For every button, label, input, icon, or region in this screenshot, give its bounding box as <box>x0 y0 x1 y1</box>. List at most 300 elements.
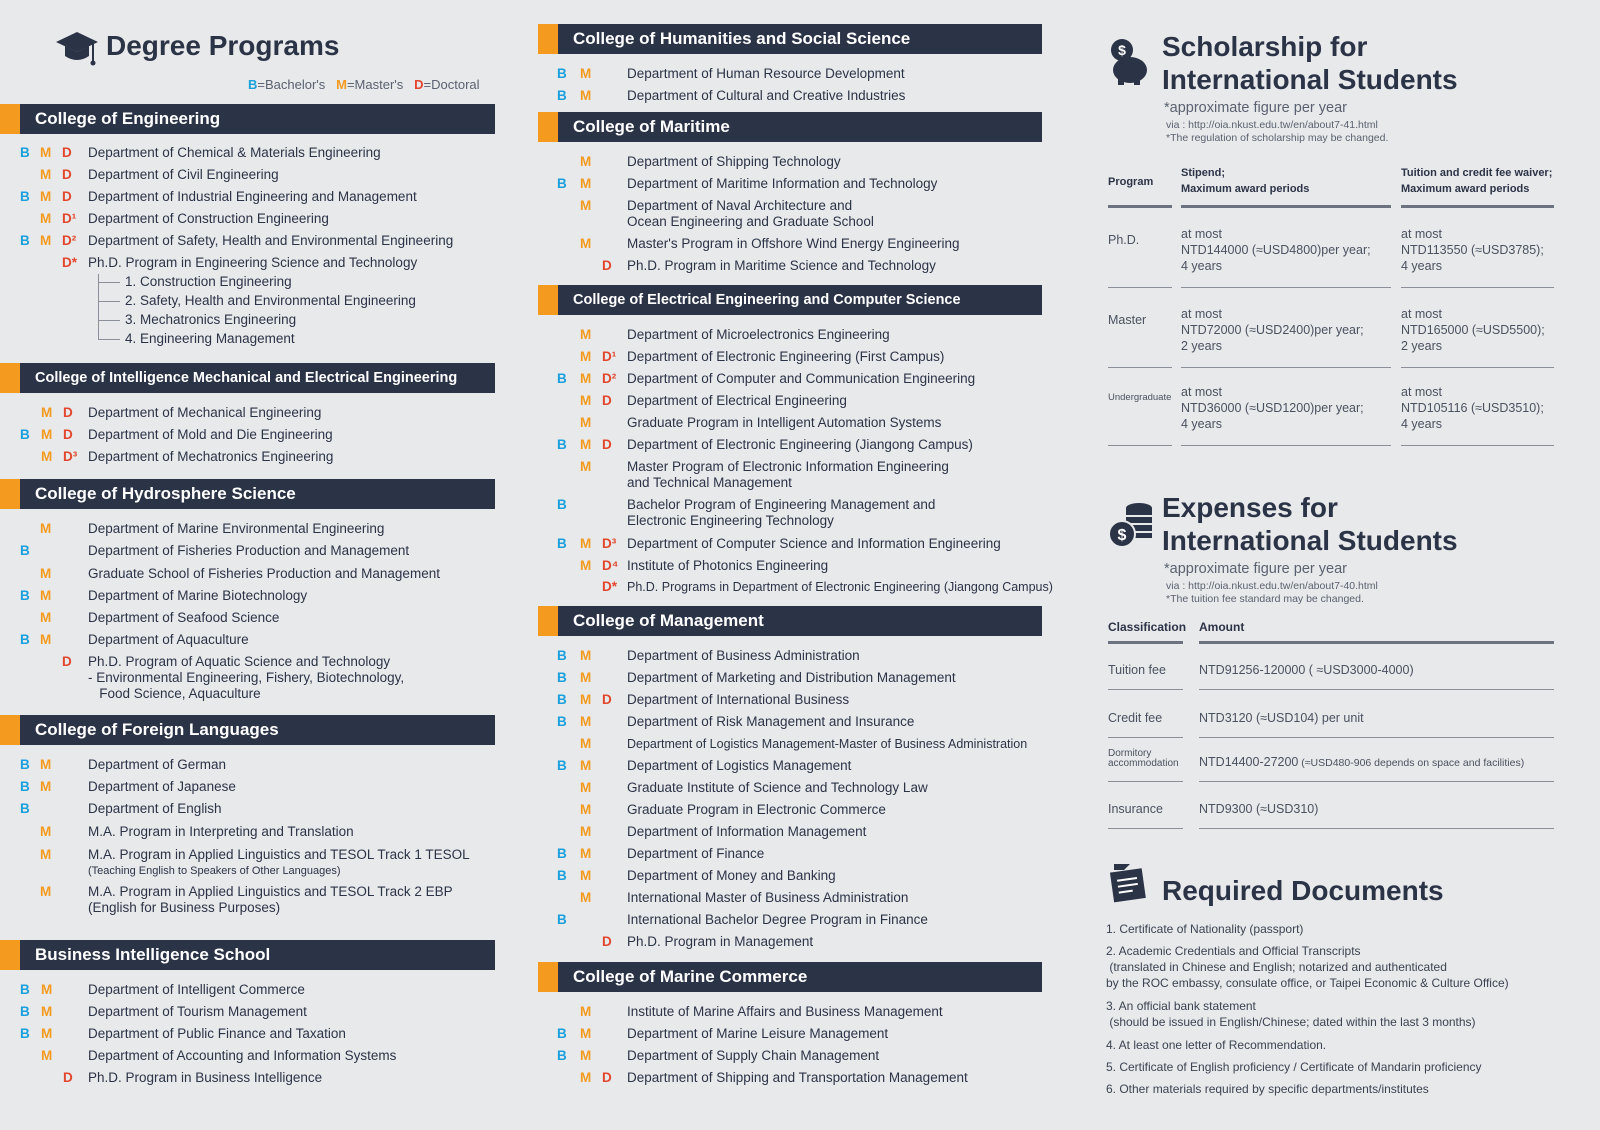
program-row[interactable] <box>0 176 1100 196</box>
program-name <box>627 1004 943 1020</box>
master-code: M <box>40 610 52 625</box>
program-row[interactable] <box>0 258 1100 278</box>
program-name-line: Department of Accounting and Information Systems <box>88 1048 397 1063</box>
orange-accent <box>538 112 558 142</box>
program-name-line: International Bachelor Degree Program in Finance <box>627 912 928 927</box>
master-code: M <box>580 393 592 408</box>
program-row[interactable] <box>0 802 1100 822</box>
divider <box>1108 205 1172 208</box>
program-row[interactable] <box>0 437 1100 457</box>
document-item <box>1106 921 1303 937</box>
program-name-line: M.A. Program in Interpreting and Translation <box>88 824 354 839</box>
cell-line: 4 years <box>1401 259 1442 273</box>
document-line: by the ROC embassy, consulate office, or Taipei Economic & Culture Office) <box>1106 976 1509 990</box>
bachelor-code: B <box>20 1026 30 1041</box>
master-code: M <box>40 233 52 248</box>
svg-text:$: $ <box>1118 42 1126 58</box>
document-item <box>1106 1037 1326 1053</box>
program-name-line: Department of Aquaculture <box>88 632 249 647</box>
bachelor-code: B <box>20 145 30 160</box>
program-name <box>627 88 905 104</box>
expense-amount <box>1199 710 1364 726</box>
program-name-line: Department of Finance <box>627 846 765 861</box>
master-code: M <box>41 982 53 997</box>
subprogram-item: 3. Mechatronics Engineering <box>125 312 297 327</box>
master-code: M <box>40 145 52 160</box>
bachelor-code: B <box>20 1004 30 1019</box>
program-name-line: Department of Intelligent Commerce <box>88 982 305 997</box>
program-name-line: Department of Shipping Technology <box>627 154 841 169</box>
college-title: College of Management <box>573 611 764 630</box>
program-row[interactable] <box>0 1070 1100 1090</box>
program-name <box>627 327 890 343</box>
program-name-line: Department of Human Resource Development <box>627 66 905 81</box>
bachelor-code: B <box>20 982 30 997</box>
program-name-line: Department of Computer Science and Information Engineering <box>627 536 1001 551</box>
program-name-line: Department of Computer and Communication Engineering <box>627 371 976 386</box>
divider <box>1108 689 1183 690</box>
program-name <box>627 558 828 574</box>
master-code: M <box>580 670 592 685</box>
document-line: (should be issued in English/Chinese; dated within the last 3 months) <box>1106 1015 1476 1029</box>
program-name-line: Graduate Program in Intelligent Automation Systems <box>627 415 942 430</box>
bachelor-code: B <box>557 692 567 707</box>
tree-branch <box>98 282 120 283</box>
cell-line: 2 years <box>1181 339 1222 353</box>
bachelor-code: B <box>20 757 30 772</box>
expenses-title <box>1162 491 1458 557</box>
master-code: M <box>40 884 52 899</box>
scholarship-stipend <box>1181 226 1371 274</box>
program-name-line: and Technical Management <box>627 475 792 490</box>
doctoral-code: D <box>602 692 612 707</box>
master-code: M <box>40 167 52 182</box>
divider <box>1181 287 1391 288</box>
program-name <box>627 692 849 708</box>
program-name-line: Department of Electronic Engineering (First Campus) <box>627 349 945 364</box>
college-header-bar <box>538 24 1042 54</box>
program-name <box>627 714 914 730</box>
program-name-line: Ph.D. Programs in Department of Electronic Engineering (Jiangong Campus) <box>627 580 1053 594</box>
master-code: M <box>580 736 592 751</box>
cell-line: at most <box>1181 307 1222 321</box>
doctoral-code: D* <box>62 255 78 270</box>
program-name-line: Department of Tourism Management <box>88 1004 307 1019</box>
program-name-line: Food Science, Aquaculture <box>88 686 261 701</box>
master-code: M <box>40 757 52 772</box>
program-row[interactable] <box>0 1004 1100 1024</box>
program-name-line: Department of Chemical & Materials Engineering <box>88 145 381 160</box>
college-title: College of Foreign Languages <box>35 720 279 739</box>
divider <box>1199 781 1554 782</box>
legend-text: =Master's <box>346 77 404 92</box>
tree-branch <box>98 320 120 321</box>
program-row[interactable] <box>0 780 1100 800</box>
orange-accent <box>538 962 558 992</box>
program-row[interactable] <box>0 497 1100 528</box>
master-code: M <box>40 847 52 862</box>
orange-accent <box>538 24 558 54</box>
cell-line: NTD105116 (≈USD3510); <box>1401 401 1544 415</box>
expenses-title-line: International Students <box>1162 525 1458 556</box>
program-name-line: Department of International Business <box>627 692 850 707</box>
program-name-line: Department of English <box>88 801 222 816</box>
cell-line: at most <box>1181 227 1222 241</box>
program-row[interactable] <box>0 670 1100 690</box>
doctoral-code: D¹ <box>62 211 77 226</box>
program-name <box>627 1070 968 1086</box>
expenses-title-line: Expenses for <box>1162 492 1338 523</box>
scholarship-header-program: Program <box>1108 176 1154 188</box>
tree-branch <box>98 301 120 302</box>
master-code: M <box>40 632 52 647</box>
college-title: College of Marine Commerce <box>573 967 808 986</box>
doctoral-code: D² <box>62 233 77 248</box>
master-code: M <box>41 1048 53 1063</box>
program-row[interactable] <box>0 1026 1100 1046</box>
program-name-line: Department of Business Administration <box>627 648 860 663</box>
divider <box>1108 641 1183 644</box>
program-name-line: - Environmental Engineering, Fishery, Biotechnology, <box>88 670 405 685</box>
program-name <box>627 1026 888 1042</box>
master-code: M <box>40 521 52 536</box>
master-code: M <box>580 349 592 364</box>
master-code: M <box>580 459 592 474</box>
college-header-bar <box>0 104 495 134</box>
program-row[interactable] <box>0 415 1100 435</box>
expense-amount-value: NTD91256-120000 ( ≈USD3000-4000) <box>1199 663 1414 677</box>
expenses-note: *approximate figure per year <box>1164 561 1347 577</box>
divider <box>1401 445 1554 446</box>
master-code: M <box>40 566 52 581</box>
doctoral-code: D³ <box>602 536 617 551</box>
doctoral-code: D <box>62 145 72 160</box>
expense-amount <box>1199 801 1318 817</box>
program-name <box>627 648 860 664</box>
expenses-header-classification: Classification <box>1108 620 1187 634</box>
bachelor-code: B <box>20 189 30 204</box>
program-name-line: Department of Marketing and Distribution Management <box>627 670 956 685</box>
program-row[interactable] <box>0 824 1100 844</box>
program-row[interactable] <box>0 736 1100 756</box>
program-name-line: Ph.D. Program in Engineering Science and Technology <box>88 255 418 270</box>
program-row[interactable] <box>0 536 1100 556</box>
program-name <box>627 868 836 884</box>
master-code: M <box>580 327 592 342</box>
cell-line: at most <box>1401 227 1442 241</box>
cell-line: NTD113550 (≈USD3785); <box>1401 243 1544 257</box>
expense-label <box>1108 662 1166 678</box>
scholarship-waiver <box>1401 306 1545 354</box>
coins-icon <box>1108 502 1154 550</box>
college-header-bar <box>538 962 1042 992</box>
program-name-line: Ph.D. Program in Management <box>627 934 814 949</box>
program-name-line: Ph.D. Program in Maritime Science and Technology <box>627 258 936 273</box>
document-line: 4. At least one letter of Recommendation. <box>1106 1038 1327 1052</box>
program-name-line: Department of Logistics Management <box>627 758 852 773</box>
document-line: 1. Certificate of Nationality (passport) <box>1106 922 1304 936</box>
cell-line: Insurance <box>1108 802 1163 816</box>
college-title: College of Electrical Engineering and Computer Science <box>573 292 961 308</box>
program-row[interactable] <box>0 890 1100 910</box>
program-name <box>627 371 975 387</box>
scholarship-header-waiver <box>1401 165 1552 197</box>
master-code: M <box>41 1026 53 1041</box>
master-code: M <box>580 648 592 663</box>
program-name-line: Department of Mechatronics Engineering <box>88 449 334 464</box>
program-row[interactable] <box>0 154 1100 174</box>
document-icon <box>1108 862 1150 904</box>
program-name-line: Department of Maritime Information and Technology <box>627 176 938 191</box>
master-code: M <box>580 176 592 191</box>
program-name-line: Department of Japanese <box>88 779 236 794</box>
program-name-line: Department of Microelectronics Engineering <box>627 327 890 342</box>
program-name <box>627 536 1001 552</box>
college-header-bar <box>538 285 1042 315</box>
bachelor-code: B <box>20 427 30 442</box>
scholarship-title <box>1162 30 1458 96</box>
program-name <box>627 198 874 230</box>
program-name-line: Master Program of Electronic Information Engineering <box>627 459 949 474</box>
bachelor-code: B <box>557 497 567 512</box>
doctoral-code: D <box>602 437 612 452</box>
divider <box>1108 445 1172 446</box>
master-code: M <box>580 437 592 452</box>
program-name-line: Department of Mechanical Engineering <box>88 405 322 420</box>
program-row[interactable] <box>0 714 1100 734</box>
master-code: M <box>580 846 592 861</box>
master-code: M <box>41 449 53 464</box>
master-code: M <box>580 154 592 169</box>
program-row[interactable] <box>0 692 1100 712</box>
cell-line: NTD72000 (≈USD2400)per year; <box>1181 323 1364 337</box>
scholarship-program: Undergraduate <box>1108 392 1172 403</box>
divider <box>1401 287 1554 288</box>
program-name <box>88 632 249 648</box>
divider <box>1108 287 1172 288</box>
expense-label <box>1108 749 1179 769</box>
divider <box>1108 737 1183 738</box>
program-name-line: Department of Shipping and Transportation Management <box>627 1070 968 1085</box>
doctoral-code: D <box>63 427 73 442</box>
program-name-line: Department of Industrial Engineering and Management <box>88 189 417 204</box>
scholarship-via[interactable]: via : http://oia.nkust.edu.tw/en/about7-41.html <box>1166 119 1378 131</box>
cell-line: at most <box>1401 385 1442 399</box>
program-name-line: Bachelor Program of Engineering Management and <box>627 497 936 512</box>
scholarship-note: *approximate figure per year <box>1164 100 1347 116</box>
divider <box>1401 367 1554 368</box>
bachelor-code: B <box>557 912 567 927</box>
program-row[interactable] <box>0 459 1100 490</box>
program-row[interactable] <box>0 558 1100 578</box>
college-title: College of Hydrosphere Science <box>35 484 296 503</box>
master-code: M <box>40 211 52 226</box>
program-name-line: Ph.D. Program of Aquatic Science and Technology <box>88 654 391 669</box>
expenses-via[interactable]: via : http://oia.nkust.edu.tw/en/about7-40.html <box>1166 580 1378 592</box>
program-row[interactable] <box>0 393 1100 413</box>
expenses-standard: *The tuition fee standard may be changed. <box>1166 593 1364 605</box>
program-name <box>627 437 973 453</box>
doctoral-code: D <box>602 393 612 408</box>
program-row[interactable] <box>0 349 1100 369</box>
bachelor-code: B <box>557 648 567 663</box>
college-title: College of Intelligence Mechanical and Electrical Engineering <box>35 370 458 386</box>
master-code: M <box>580 1004 592 1019</box>
scholarship-waiver <box>1401 384 1544 432</box>
document-line: 3. An official bank statement <box>1106 999 1256 1013</box>
cell-line: 4 years <box>1181 417 1222 431</box>
cell-line: Credit fee <box>1108 711 1163 725</box>
cell-line: accommodation <box>1108 758 1179 769</box>
program-row[interactable] <box>0 934 1100 954</box>
program-name <box>627 579 1053 595</box>
bachelor-code: B <box>557 437 567 452</box>
program-subtitle: (Teaching English to Speakers of Other Languages) <box>88 865 341 877</box>
document-item <box>1106 998 1476 1030</box>
master-code: M <box>40 779 52 794</box>
master-code: M <box>580 802 592 817</box>
college-title: College of Engineering <box>35 109 221 128</box>
document-line: (translated in Chinese and English; notarized and authenticated <box>1106 960 1447 974</box>
doctoral-code: D <box>62 654 72 669</box>
bachelor-code: B <box>557 371 567 386</box>
doctoral-code: D <box>62 167 72 182</box>
program-name <box>88 610 279 626</box>
bachelor-code: B <box>20 632 30 647</box>
bachelor-code: B <box>20 543 30 558</box>
bachelor-code: B <box>20 779 30 794</box>
program-name-line: Department of Money and Banking <box>627 868 836 883</box>
program-row[interactable] <box>0 66 1100 86</box>
master-code: M <box>580 890 592 905</box>
program-name <box>627 890 908 906</box>
program-name-line: Department of Information Management <box>627 824 867 839</box>
divider <box>1199 828 1554 829</box>
program-row[interactable] <box>0 88 1100 108</box>
expense-amount-note: (≈USD480-906 depends on space and facilities) <box>1298 757 1525 769</box>
program-name-line: Department of Fisheries Production and Management <box>88 543 410 558</box>
legend-code: B <box>248 77 258 92</box>
program-row[interactable] <box>0 371 1100 391</box>
program-row[interactable] <box>0 912 1100 932</box>
program-row[interactable] <box>0 758 1100 778</box>
master-code: M <box>580 1026 592 1041</box>
legend-code: M <box>336 77 347 92</box>
program-row[interactable] <box>0 648 1100 668</box>
bachelor-code: B <box>557 66 567 81</box>
bachelor-code: B <box>20 233 30 248</box>
program-name-line: Ph.D. Program in Business Intelligence <box>88 1070 323 1085</box>
bachelor-code: B <box>557 1026 567 1041</box>
program-name <box>627 758 851 774</box>
program-name-line: Department of Construction Engineering <box>88 211 329 226</box>
document-item <box>1106 1081 1429 1097</box>
program-name <box>627 236 959 252</box>
program-name-line: Department of Marine Biotechnology <box>88 588 308 603</box>
master-code: M <box>580 558 592 573</box>
program-row[interactable] <box>0 1048 1100 1068</box>
doctoral-code: D <box>602 1070 612 1085</box>
master-code: M <box>580 824 592 839</box>
expense-label <box>1108 801 1163 817</box>
divider <box>1181 205 1391 208</box>
program-name <box>627 349 944 365</box>
subprogram-item: 2. Safety, Health and Environmental Engineering <box>125 293 416 308</box>
legend-text: =Bachelor's <box>257 77 326 92</box>
program-name-line: M.A. Program in Applied Linguistics and TESOL Track 2 EBP <box>88 884 453 899</box>
document-line: 6. Other materials required by specific departments/institutes <box>1106 1082 1429 1096</box>
college-header-bar <box>538 112 1042 142</box>
program-name-line: Department of Seafood Science <box>88 610 280 625</box>
legend-text: =Doctoral <box>423 77 480 92</box>
program-name <box>627 393 847 409</box>
master-code: M <box>40 189 52 204</box>
program-name <box>627 154 841 170</box>
program-row[interactable] <box>0 868 1100 888</box>
doctoral-code: D³ <box>63 449 78 464</box>
cell-line: at most <box>1181 385 1222 399</box>
header-line: Maximum award periods <box>1181 183 1310 195</box>
program-name-line: Department of Logistics Management-Master of Business Administration <box>627 737 1028 751</box>
program-name-line: Department of Safety, Health and Environmental Engineering <box>88 233 454 248</box>
program-name <box>627 912 928 928</box>
program-name-line: Graduate Institute of Science and Technology Law <box>627 780 928 795</box>
program-row[interactable] <box>0 327 1100 347</box>
program-name <box>627 802 886 818</box>
program-name-line: Graduate School of Fisheries Production and Management <box>88 566 440 581</box>
doctoral-code: D <box>63 405 73 420</box>
program-name-line: Department of German <box>88 757 227 772</box>
program-name-line: Ocean Engineering and Graduate School <box>627 214 874 229</box>
program-name-line: Department of Civil Engineering <box>88 167 279 182</box>
bachelor-code: B <box>557 536 567 551</box>
scholarship-title-line: International Students <box>1162 64 1458 95</box>
divider <box>1181 445 1391 446</box>
header-line: Maximum award periods <box>1401 183 1530 195</box>
bachelor-code: B <box>20 588 30 603</box>
cell-line: NTD144000 (≈USD4800)per year; <box>1181 243 1371 257</box>
college-title: College of Maritime <box>573 117 730 136</box>
program-row[interactable] <box>0 579 1100 599</box>
program-row[interactable] <box>0 846 1100 866</box>
program-name <box>627 670 956 686</box>
divider <box>1108 367 1172 368</box>
master-code: M <box>40 824 52 839</box>
program-name <box>627 497 935 529</box>
bachelor-code: B <box>557 670 567 685</box>
program-name <box>627 415 941 431</box>
cell-line: NTD36000 (≈USD1200)per year; <box>1181 401 1364 415</box>
program-name-line: Master's Program in Offshore Wind Energy Engineering <box>627 236 960 251</box>
divider <box>1181 367 1391 368</box>
cell-line: at most <box>1401 307 1442 321</box>
program-name-line: Department of Mold and Die Engineering <box>88 427 333 442</box>
document-item <box>1106 1059 1482 1075</box>
program-name-line: Department of Marine Environmental Engineering <box>88 521 385 536</box>
master-code: M <box>41 405 53 420</box>
doctoral-code: D² <box>602 371 617 386</box>
cell-line: 4 years <box>1181 259 1222 273</box>
program-name <box>627 780 928 796</box>
program-name-line: Department of Electrical Engineering <box>627 393 847 408</box>
program-name <box>627 176 937 192</box>
college-title: College of Humanities and Social Science <box>573 29 911 48</box>
program-name-line: Department of Marine Leisure Management <box>627 1026 889 1041</box>
scholarship-program: Master <box>1108 313 1147 327</box>
program-name-line: Graduate Program in Electronic Commerce <box>627 802 886 817</box>
program-row[interactable] <box>0 236 1100 256</box>
doctoral-code: D¹ <box>602 349 617 364</box>
